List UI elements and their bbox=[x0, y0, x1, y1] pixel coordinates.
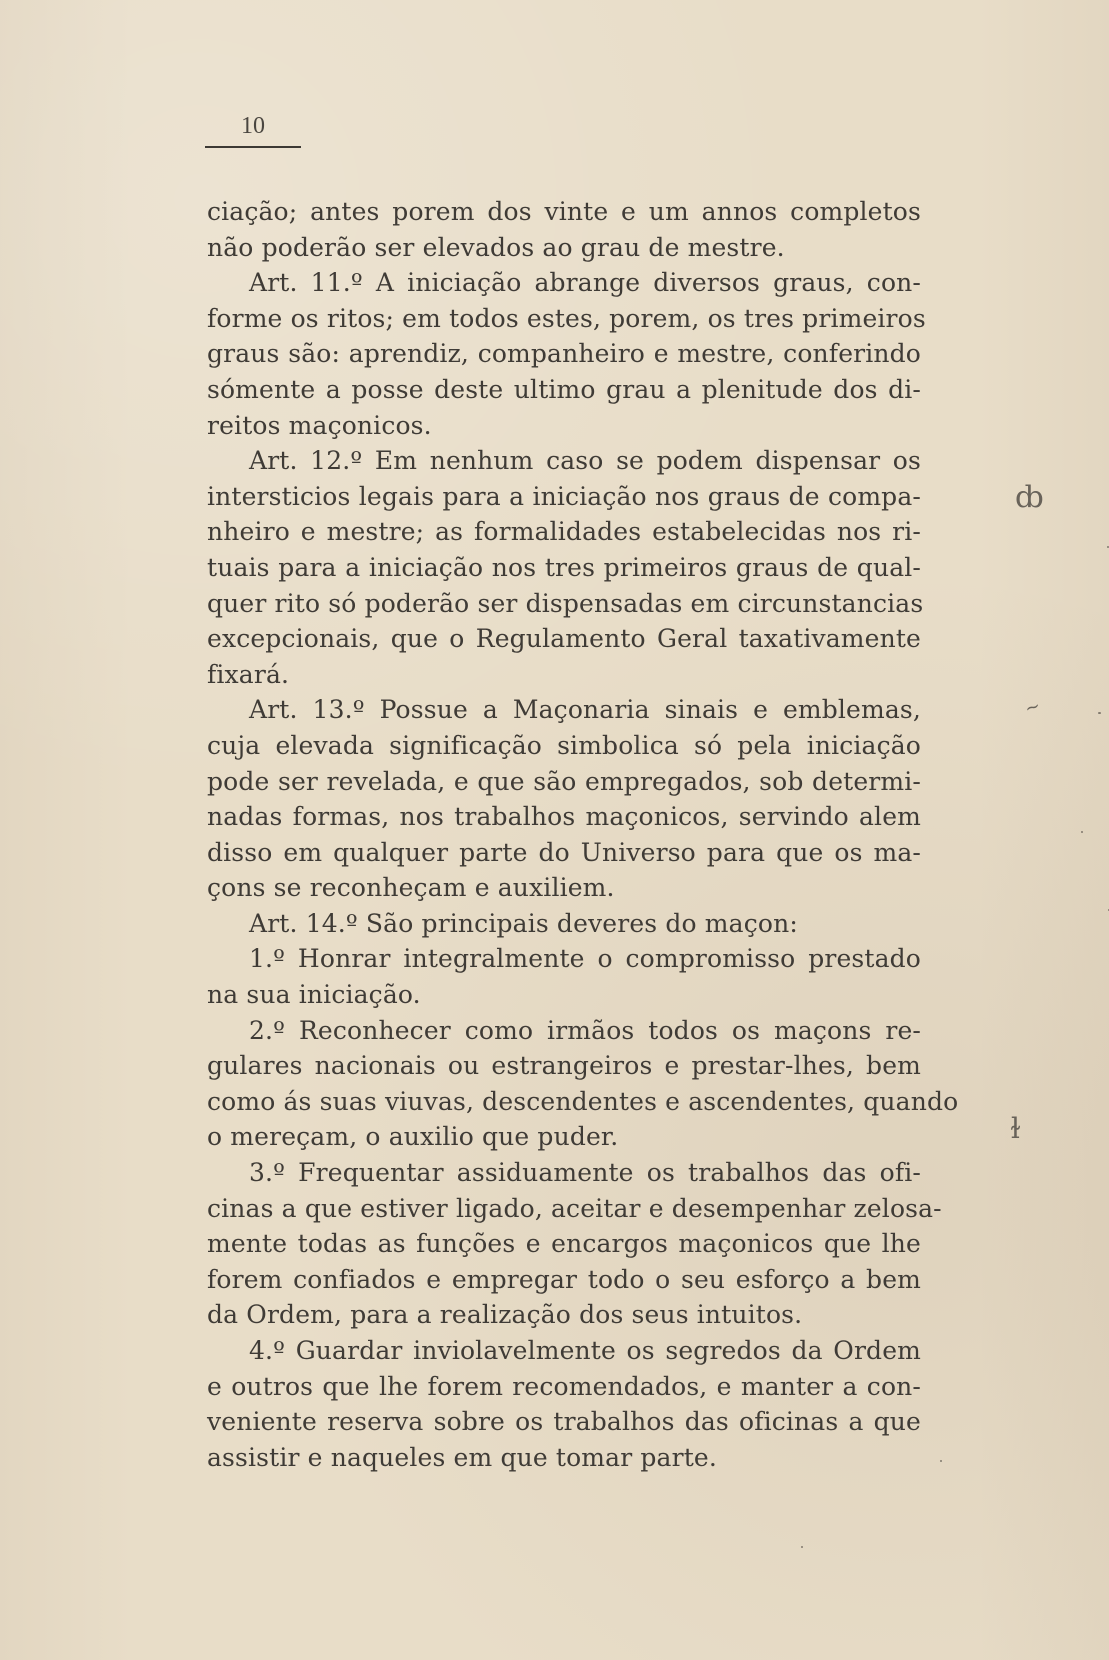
text-line: graus são: aprendiz, companheiro e mestre, conferindo bbox=[207, 339, 921, 369]
text-line: o mereçam, o auxilio que puder. bbox=[207, 1122, 619, 1152]
text-line: mente todas as funções e encargos maçonicos que lhe bbox=[207, 1229, 921, 1259]
text-line: forme os ritos; em todos estes, porem, os tres primeiros bbox=[207, 303, 926, 333]
text-line: disso em qualquer parte do Universo para que os ma- bbox=[207, 837, 921, 867]
text-line: na sua iniciação. bbox=[207, 980, 421, 1010]
text-line: nheiro e mestre; as formalidades estabelecidas nos ri- bbox=[207, 517, 921, 547]
text-line: cuja elevada significação simbolica só pela iniciação bbox=[207, 730, 921, 760]
text-line: 1.º Honrar integralmente o compromisso prestado bbox=[249, 944, 921, 974]
text-line: assistir e naqueles em que tomar parte. bbox=[207, 1442, 717, 1472]
text-line: reitos maçonicos. bbox=[207, 410, 432, 440]
text-line: como ás suas viuvas, descendentes e ascendentes, quando bbox=[207, 1086, 959, 1116]
text-line: 2.º Reconhecer como irmãos todos os maçons re- bbox=[249, 1015, 921, 1045]
text-line: excepcionais, que o Regulamento Geral taxativamente bbox=[207, 624, 921, 654]
text-line: cinas a que estiver ligado, aceitar e desempenhar zelosa- bbox=[207, 1193, 942, 1223]
paper-speck bbox=[801, 1546, 803, 1548]
text-line: Art. 13.º Possue a Maçonaria sinais e emblemas, bbox=[249, 695, 921, 725]
text-line: Art. 11.º A iniciação abrange diversos graus, con- bbox=[249, 268, 921, 298]
text-line: tuais para a iniciação nos tres primeiros graus de qual- bbox=[207, 552, 921, 582]
text-line: pode ser revelada, e que são empregados, sob determi- bbox=[207, 766, 921, 796]
text-line: Art. 14.º São principais deveres do maçon: bbox=[249, 908, 798, 938]
page-number: 10 bbox=[241, 113, 265, 139]
text-line: fixará. bbox=[207, 659, 290, 689]
marginal-ink-mark: ɫ bbox=[1010, 1112, 1021, 1145]
text-line: veniente reserva sobre os trabalhos das oficinas a que bbox=[207, 1407, 921, 1437]
text-line: sómente a posse deste ultimo grau a plenitude dos di- bbox=[207, 374, 921, 404]
text-line: forem confiados e empregar todo o seu esforço a bem bbox=[207, 1264, 921, 1294]
text-line: gulares nacionais ou estrangeiros e prestar-lhes, bem bbox=[207, 1051, 921, 1081]
text-line: 3.º Frequentar assiduamente os trabalhos das ofi- bbox=[249, 1158, 921, 1188]
paper-speck bbox=[940, 1460, 942, 1462]
text-line: nadas formas, nos trabalhos maçonicos, servindo alem bbox=[207, 802, 921, 832]
text-line: çons se reconheçam e auxiliem. bbox=[207, 873, 615, 903]
text-line: ciação; antes porem dos vinte e um annos completos bbox=[207, 197, 921, 226]
text-line: intersticios legais para a iniciação nos graus de compa- bbox=[207, 481, 921, 511]
text-line: da Ordem, para a realização dos seus intuitos. bbox=[207, 1300, 803, 1330]
page-text bbox=[207, 194, 959, 1475]
marginal-ink-mark: ȸ bbox=[1015, 480, 1044, 515]
text-line: Art. 12.º Em nenhum caso se podem dispensar os bbox=[249, 446, 921, 476]
marginal-ink-mark: ~ bbox=[1022, 695, 1043, 720]
paper-speck bbox=[1081, 831, 1083, 833]
text-line: quer rito só poderão ser dispensadas em circunstancias bbox=[207, 588, 924, 618]
paper-speck bbox=[1098, 712, 1101, 714]
page-number-rule bbox=[205, 146, 301, 148]
text-line: não poderão ser elevados ao grau de mestre. bbox=[207, 232, 785, 262]
text-line: 4.º Guardar inviolavelmente os segredos da Ordem bbox=[249, 1336, 921, 1365]
text-line: e outros que lhe forem recomendados, e manter a con- bbox=[207, 1371, 921, 1401]
